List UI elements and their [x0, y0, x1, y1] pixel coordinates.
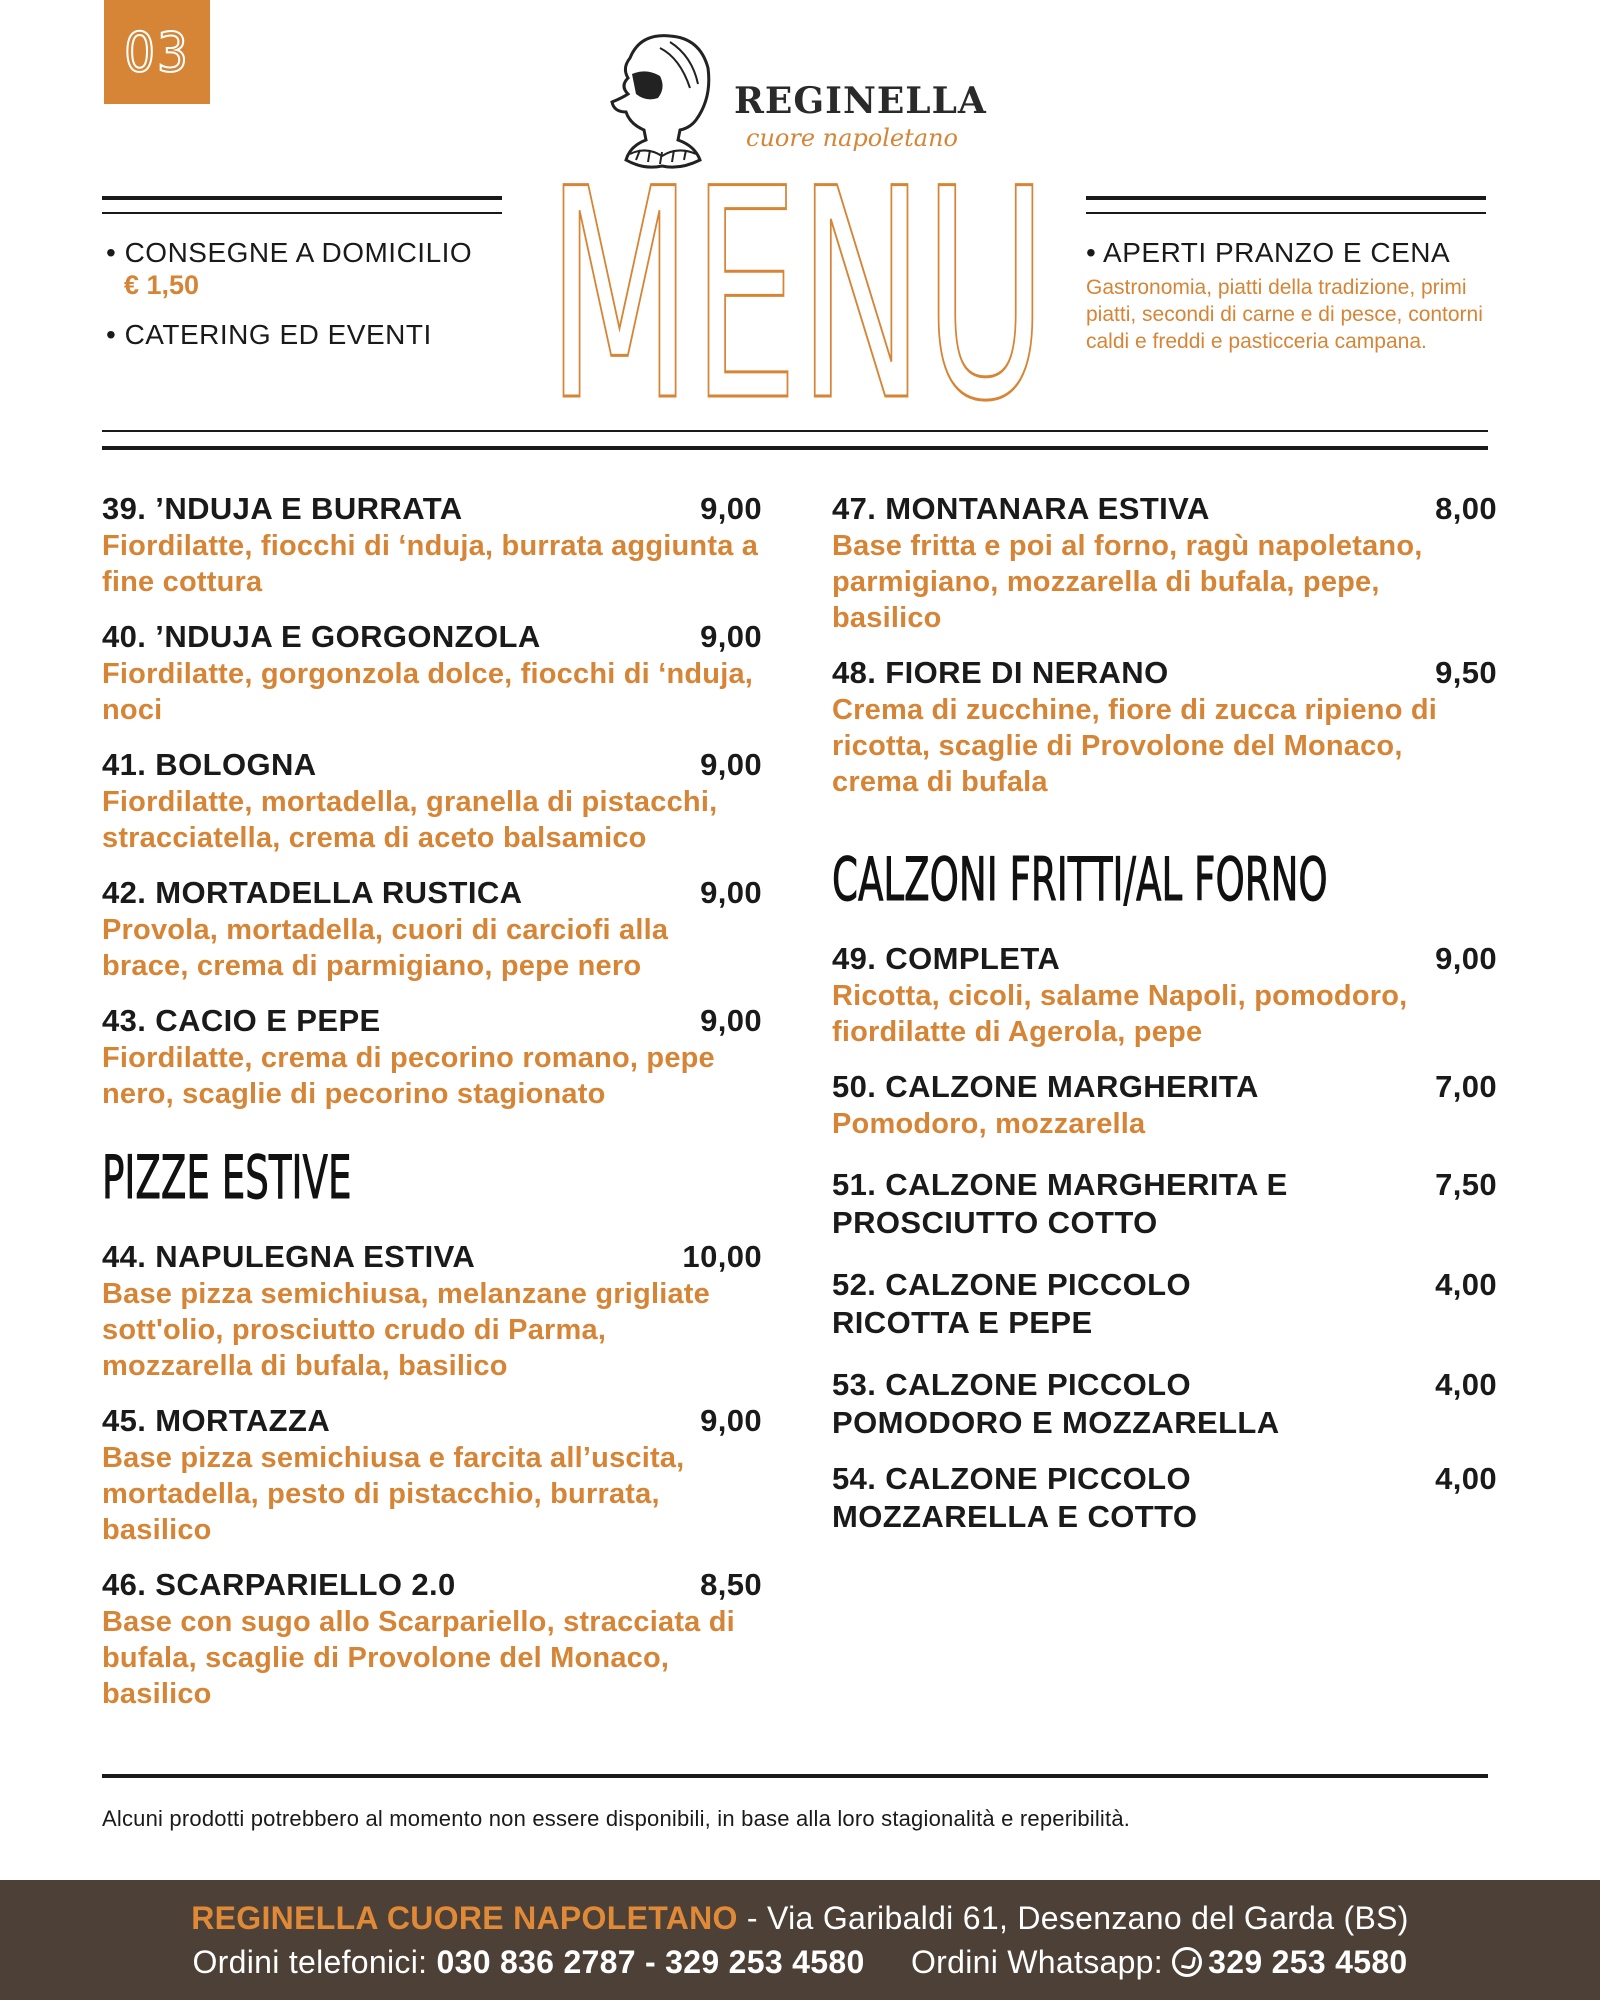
item-price: 10,00 — [682, 1239, 762, 1274]
item-price: 7,50 — [1435, 1167, 1497, 1202]
item-name: 52. CALZONE PICCOLO RICOTTA E PEPE — [832, 1267, 1191, 1340]
item-name: 53. CALZONE PICCOLO POMODORO E MOZZARELLA — [832, 1367, 1280, 1440]
menu-item — [832, 1366, 1497, 1442]
menu-item — [832, 1460, 1497, 1536]
left-column — [102, 490, 762, 1730]
section-title-estive: PIZZE ESTIVE — [102, 1143, 352, 1213]
item-description: Pomodoro, mozzarella — [832, 1108, 1146, 1140]
menu-title — [542, 178, 1052, 408]
item-name: 47. MONTANARA ESTIVA — [832, 491, 1210, 526]
item-description: Base con sugo allo Scarpariello, stracciata di bufala, scaglie di Provolone del Monaco, basilico — [102, 1606, 735, 1710]
item-name: 51. CALZONE MARGHERITA E PROSCIUTTO COTTO — [832, 1167, 1288, 1240]
page-number-badge — [104, 0, 210, 104]
availability-notice: Alcuni prodotti potrebbero al momento non essere disponibili, in base alla loro stagionalità e reperibilità. — [102, 1806, 1131, 1831]
item-description: Base pizza semichiusa, melanzane grigliate sott'olio, prosciutto crudo di Parma, mozzarella di bufala, basilico — [102, 1278, 710, 1382]
item-price: 9,00 — [700, 1403, 762, 1438]
catering-label: • CATERING ED EVENTI — [106, 319, 432, 350]
item-name: 54. CALZONE PICCOLO MOZZARELLA E COTTO — [832, 1461, 1198, 1534]
item-name: 45. MORTAZZA — [102, 1403, 331, 1438]
info-left — [106, 236, 506, 352]
menu-item — [832, 1068, 1497, 1142]
item-price: 9,00 — [700, 1003, 762, 1038]
footer-address-line — [191, 1896, 1409, 1940]
top-left-rule-thin — [102, 212, 502, 214]
item-description: Base fritta e poi al forno, ragù napoletano, parmigiano, mozzarella di bufala, pepe, basilico — [832, 530, 1423, 634]
menu-item — [832, 940, 1497, 1050]
item-price: 8,00 — [1435, 491, 1497, 526]
item-name: 40. ’NDUJA E GORGONZOLA — [102, 619, 541, 654]
brand-tagline: cuore napoletano — [746, 124, 958, 152]
bottom-divider — [102, 1774, 1488, 1778]
item-price: 9,50 — [1435, 655, 1497, 690]
menu-item — [102, 746, 762, 856]
menu-item — [102, 1566, 762, 1712]
item-description: Fiordilatte, mortadella, granella di pistacchi, stracciatella, crema di aceto balsamico — [102, 786, 718, 854]
header-divider — [102, 446, 1488, 450]
menu-item — [832, 1266, 1497, 1342]
menu-item — [102, 1238, 762, 1384]
item-name: 41. BOLOGNA — [102, 747, 317, 782]
whatsapp-icon — [1172, 1947, 1202, 1977]
menu-item — [832, 1166, 1497, 1242]
brand-logo — [600, 28, 987, 178]
header-divider-thin — [102, 430, 1488, 432]
item-name: 50. CALZONE MARGHERITA — [832, 1069, 1259, 1104]
whatsapp-number[interactable]: 329 253 4580 — [1208, 1944, 1408, 1980]
footer — [0, 1880, 1600, 2000]
whatsapp-label: Ordini Whatsapp: — [910, 1944, 1173, 1980]
delivery-label: • CONSEGNE A DOMICILIO — [106, 237, 473, 268]
item-price: 4,00 — [1435, 1461, 1497, 1496]
item-price: 7,00 — [1435, 1069, 1497, 1104]
hours-label: • APERTI PRANZO E CENA — [1086, 237, 1451, 268]
item-name: 43. CACIO E PEPE — [102, 1003, 381, 1038]
menu-item — [102, 874, 762, 984]
brand-name: REGINELLA — [734, 80, 987, 122]
item-price: 4,00 — [1435, 1267, 1497, 1302]
phone-numbers[interactable]: 030 836 2787 - 329 253 4580 — [436, 1944, 865, 1980]
delivery-price: € 1,50 — [124, 270, 200, 300]
item-description: Fiordilatte, gorgonzola dolce, fiocchi di ‘nduja, noci — [102, 658, 754, 726]
item-name: 39. ’NDUJA E BURRATA — [102, 491, 463, 526]
menu-item — [102, 618, 762, 728]
item-price: 8,50 — [700, 1567, 762, 1602]
item-description: Fiordilatte, crema di pecorino romano, pepe nero, scaglie di pecorino stagionato — [102, 1042, 715, 1110]
menu-item — [102, 490, 762, 600]
phone-label: Ordini telefonici: — [192, 1944, 437, 1980]
item-price: 4,00 — [1435, 1367, 1497, 1402]
item-price: 9,00 — [700, 747, 762, 782]
item-description: Provola, mortadella, cuori di carciofi alla brace, crema di parmigiano, pepe nero — [102, 914, 669, 982]
menu-item — [102, 1002, 762, 1112]
item-description: Crema di zucchine, fiore di zucca ripieno di ricotta, scaglie di Provolone del Monaco, crema di bufala — [832, 694, 1438, 798]
item-description: Ricotta, cicoli, salame Napoli, pomodoro, fiordilatte di Agerola, pepe — [832, 980, 1408, 1048]
item-price: 9,00 — [1435, 941, 1497, 976]
page-number: 03 — [124, 20, 190, 84]
menu-item — [832, 490, 1497, 636]
info-right — [1086, 236, 1486, 355]
top-right-rule-thin — [1086, 212, 1486, 214]
item-price: 9,00 — [700, 619, 762, 654]
right-column — [832, 490, 1497, 1554]
item-name: 46. SCARPARIELLO 2.0 — [102, 1567, 456, 1602]
hours-description: Gastronomia, piatti della tradizione, primi piatti, secondi di carne e di pesce, contorni caldi e freddi e pasticceria campana. — [1086, 276, 1483, 353]
footer-phone-line — [192, 1940, 1407, 1984]
item-description: Base pizza semichiusa e farcita all’uscita, mortadella, pesto di pistacchio, burrata, basilico — [102, 1442, 685, 1546]
menu-item — [102, 1402, 762, 1548]
item-name: 42. MORTADELLA RUSTICA — [102, 875, 523, 910]
item-name: 48. FIORE DI NERANO — [832, 655, 1169, 690]
footer-address: - Via Garibaldi 61, Desenzano del Garda (BS) — [737, 1900, 1409, 1936]
item-price: 9,00 — [700, 875, 762, 910]
item-price: 9,00 — [700, 491, 762, 526]
menu-item — [832, 654, 1497, 800]
item-description: Fiordilatte, fiocchi di ‘nduja, burrata aggiunta a fine cottura — [102, 530, 759, 598]
item-name: 44. NAPULEGNA ESTIVA — [102, 1239, 476, 1274]
top-right-rule — [1086, 196, 1486, 200]
footer-brand: REGINELLA CUORE NAPOLETANO — [191, 1900, 738, 1936]
menu-title-text: MENU — [547, 178, 1047, 408]
pulcinella-mascot-icon — [600, 28, 730, 178]
section-title-calzoni: CALZONI FRITTI/AL FORNO — [832, 845, 1328, 915]
item-name: 49. COMPLETA — [832, 941, 1061, 976]
top-left-rule — [102, 196, 502, 200]
